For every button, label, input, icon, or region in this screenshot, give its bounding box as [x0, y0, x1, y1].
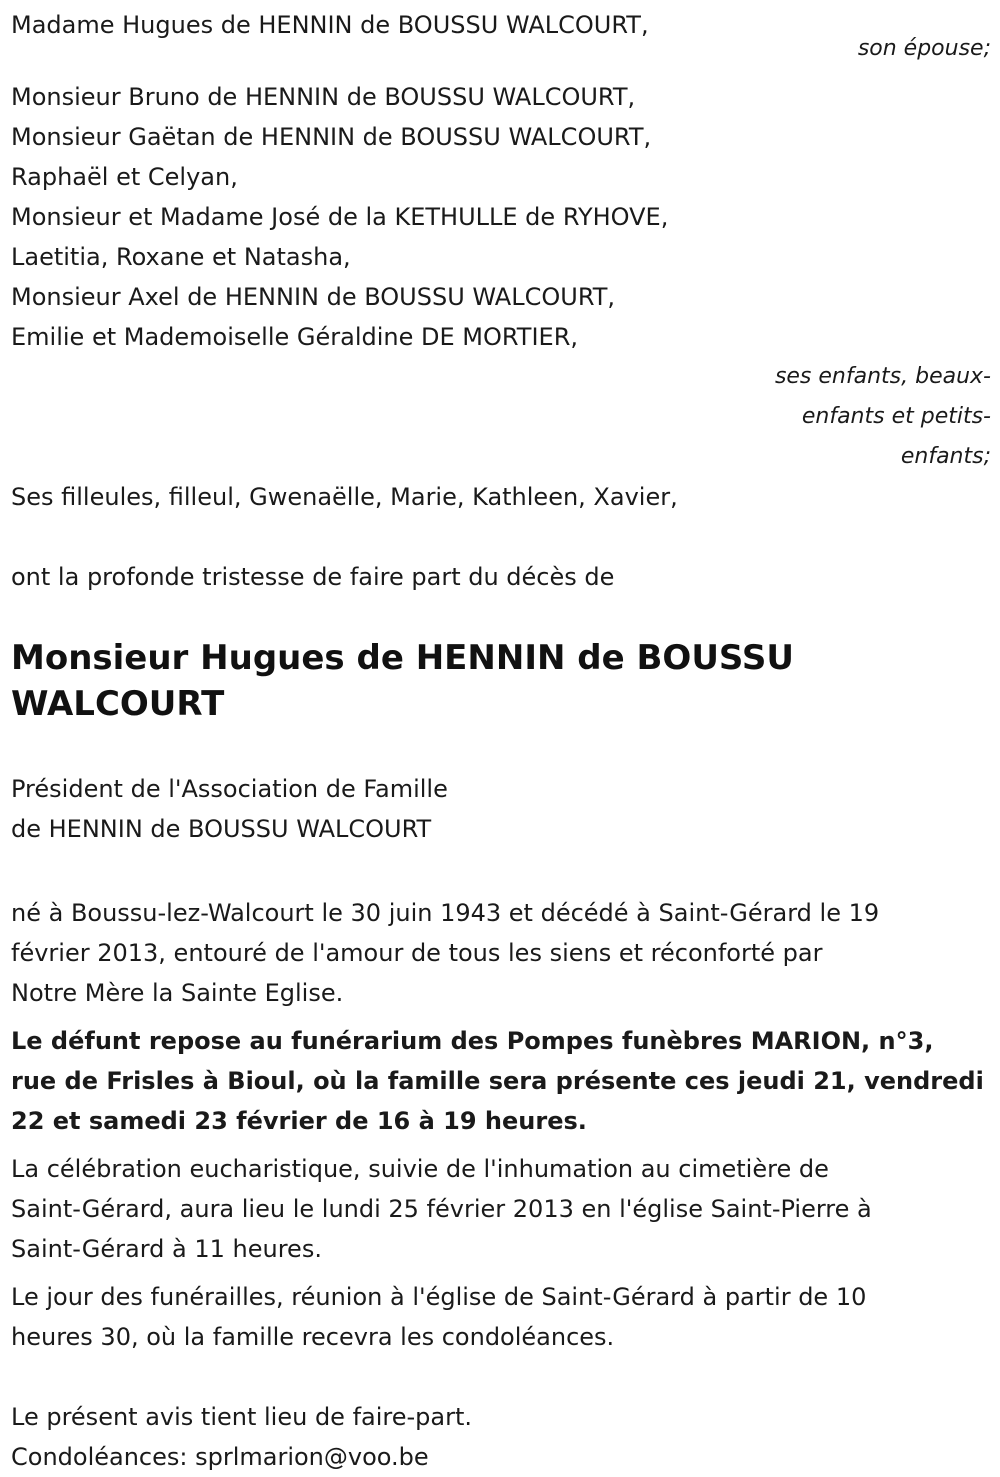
obituary-notice [11, 5, 991, 1477]
children-role-line: enfants et petits- [801, 404, 991, 429]
deceased-title-line: Président de l'Association de Famille [11, 775, 448, 803]
children-role-line: ses enfants, beaux- [774, 364, 991, 389]
list-item: Monsieur Axel de HENNIN de BOUSSU WALCOURT, [11, 283, 616, 311]
paragraph-line: Le défunt repose au funérarium des Pompes funèbres MARION, n°3, [11, 1027, 934, 1055]
list-item: Emilie et Mademoiselle Géraldine DE MORTIER, [11, 323, 579, 351]
deceased-name [11, 635, 991, 727]
family-section [11, 5, 991, 517]
paragraph-line: né à Boussu-lez-Walcourt le 30 juin 1943 et décédé à Saint-Gérard le 19 [11, 899, 880, 927]
deceased-title [11, 769, 991, 849]
children-list [11, 77, 991, 357]
children-role [11, 357, 991, 477]
announcement-text: ont la profonde tristesse de faire part du décès de [11, 563, 615, 591]
list-item: Monsieur Gaëtan de HENNIN de BOUSSU WALCOURT, [11, 123, 652, 151]
children-role-line: enfants; [900, 444, 991, 469]
paragraph-line: Saint-Gérard à 11 heures. [11, 1235, 322, 1263]
reception-paragraph [11, 1277, 991, 1357]
paragraph-line: 22 et samedi 23 février de 16 à 19 heures. [11, 1107, 587, 1135]
list-item: Laetitia, Roxane et Natasha, [11, 243, 351, 271]
godchildren: Ses filleules, filleul, Gwenaëlle, Marie, Kathleen, Xavier, [11, 483, 678, 511]
spouse-name: Madame Hugues de HENNIN de BOUSSU WALCOURT, [11, 11, 649, 39]
condolences-contact: Condoléances: sprlmarion@voo.be [11, 1443, 429, 1471]
list-item: Raphaël et Celyan, [11, 163, 238, 191]
deceased-name-line: WALCOURT [11, 684, 225, 724]
notice-text: Le présent avis tient lieu de faire-part. [11, 1403, 473, 1431]
footer [11, 1397, 991, 1477]
paragraph-line: Saint-Gérard, aura lieu le lundi 25 février 2013 en l'église Saint-Pierre à [11, 1195, 872, 1223]
paragraph-line: rue de Frisles à Bioul, où la famille sera présente ces jeudi 21, vendredi [11, 1067, 984, 1095]
birth-death-paragraph [11, 893, 991, 1013]
list-item: Monsieur et Madame José de la KETHULLE de RYHOVE, [11, 203, 669, 231]
deceased-name-line: Monsieur Hugues de HENNIN de BOUSSU [11, 638, 794, 678]
paragraph-line: Le jour des funérailles, réunion à l'église de Saint-Gérard à partir de 10 [11, 1283, 867, 1311]
paragraph-line: La célébration eucharistique, suivie de l'inhumation au cimetière de [11, 1155, 829, 1183]
paragraph-line: Notre Mère la Sainte Eglise. [11, 979, 344, 1007]
paragraph-line: février 2013, entouré de l'amour de tous les siens et réconforté par [11, 939, 823, 967]
list-item: Monsieur Bruno de HENNIN de BOUSSU WALCOURT, [11, 83, 636, 111]
paragraph-line: heures 30, où la famille recevra les condoléances. [11, 1323, 615, 1351]
deceased-title-line: de HENNIN de BOUSSU WALCOURT [11, 815, 432, 843]
ceremony-paragraph [11, 1149, 991, 1269]
spouse-role: son épouse; [857, 36, 991, 61]
viewing-paragraph [11, 1021, 991, 1141]
